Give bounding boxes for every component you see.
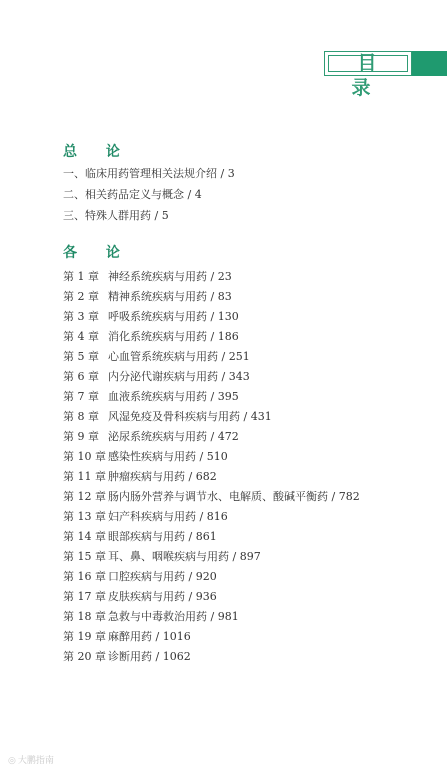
chapter-row (63, 390, 239, 404)
chapter-title: 内分泌代谢疾病与用药 / 343 (108, 370, 250, 383)
chapter-row (63, 410, 272, 424)
chapter-number: 第 14 章 (63, 530, 106, 543)
chapter-row (63, 570, 217, 584)
green-accent-bar (412, 51, 447, 76)
chapter-number: 第 2 章 (63, 290, 99, 303)
chapter-number: 第 18 章 (63, 610, 106, 623)
chapter-number: 第 8 章 (63, 410, 99, 423)
weibo-logo-icon: ◎ (8, 756, 16, 766)
chapter-title: 血液系统疾病与用药 / 395 (108, 390, 239, 403)
chapter-title: 感染性疾病与用药 / 510 (108, 450, 228, 463)
chapter-row (63, 430, 239, 444)
watermark (8, 753, 54, 766)
chapter-title: 口腔疾病与用药 / 920 (108, 570, 217, 583)
chapter-title: 神经系统疾病与用药 / 23 (108, 270, 232, 283)
chapter-number: 第 13 章 (63, 510, 106, 523)
chapter-number: 第 10 章 (63, 450, 106, 463)
chapter-row (63, 370, 250, 384)
chapter-number: 第 12 章 (63, 490, 106, 503)
specific-section-heading: 各 论 (63, 245, 132, 261)
chapter-title: 心血管系统疾病与用药 / 251 (108, 350, 250, 363)
chapter-title: 风湿免疫及骨科疾病与用药 / 431 (108, 410, 272, 423)
chapter-title: 精神系统疾病与用药 / 83 (108, 290, 232, 303)
chapter-number: 第 6 章 (63, 370, 99, 383)
chapter-number: 第 16 章 (63, 570, 106, 583)
chapter-row (63, 510, 228, 524)
chapter-row (63, 590, 217, 604)
chapter-number: 第 20 章 (63, 650, 106, 663)
toc-header-tab (324, 51, 447, 99)
chapter-row (63, 630, 191, 644)
chapter-title: 皮肤疾病与用药 / 936 (108, 590, 217, 603)
chapter-row (63, 450, 228, 464)
page-title: 目 录 (351, 52, 391, 99)
chapter-number: 第 17 章 (63, 590, 106, 603)
chapter-number: 第 7 章 (63, 390, 99, 403)
chapter-number: 第 11 章 (63, 470, 106, 483)
chapter-row (63, 270, 232, 284)
chapter-title: 耳、鼻、咽喉疾病与用药 / 897 (108, 550, 261, 563)
chapter-number: 第 4 章 (63, 330, 99, 343)
chapter-row (63, 490, 360, 504)
chapter-number: 第 15 章 (63, 550, 106, 563)
chapter-row (63, 310, 239, 324)
chapter-number: 第 5 章 (63, 350, 99, 363)
chapter-row (63, 350, 250, 364)
chapter-title: 眼部疾病与用药 / 861 (108, 530, 217, 543)
chapter-row (63, 650, 191, 664)
chapter-title: 麻醉用药 / 1016 (108, 630, 191, 643)
chapter-title: 泌尿系统疾病与用药 / 472 (108, 430, 239, 443)
chapter-title: 诊断用药 / 1062 (108, 650, 191, 663)
chapter-row (63, 550, 261, 564)
chapter-number: 第 9 章 (63, 430, 99, 443)
chapter-title: 肿瘤疾病与用药 / 682 (108, 470, 217, 483)
chapter-row (63, 530, 217, 544)
chapter-number: 第 1 章 (63, 270, 99, 283)
chapter-number: 第 3 章 (63, 310, 99, 323)
general-item: 一、临床用药管理相关法规介绍 / 3 (63, 167, 235, 180)
chapter-row (63, 610, 239, 624)
chapter-title: 肠内肠外营养与调节水、电解质、酸碱平衡药 / 782 (108, 490, 360, 503)
chapter-title: 急救与中毒救治用药 / 981 (108, 610, 239, 623)
chapter-row (63, 290, 232, 304)
chapter-title: 呼吸系统疾病与用药 / 130 (108, 310, 239, 323)
chapter-title: 妇产科疾病与用药 / 816 (108, 510, 228, 523)
chapter-row (63, 330, 239, 344)
general-section-heading: 总 论 (63, 144, 132, 160)
watermark-text: 大鹏指南 (17, 756, 54, 766)
general-item: 三、特殊人群用药 / 5 (63, 209, 169, 222)
chapter-number: 第 19 章 (63, 630, 106, 643)
chapter-row (63, 470, 217, 484)
chapter-title: 消化系统疾病与用药 / 186 (108, 330, 239, 343)
general-item: 二、相关药品定义与概念 / 4 (63, 188, 202, 201)
